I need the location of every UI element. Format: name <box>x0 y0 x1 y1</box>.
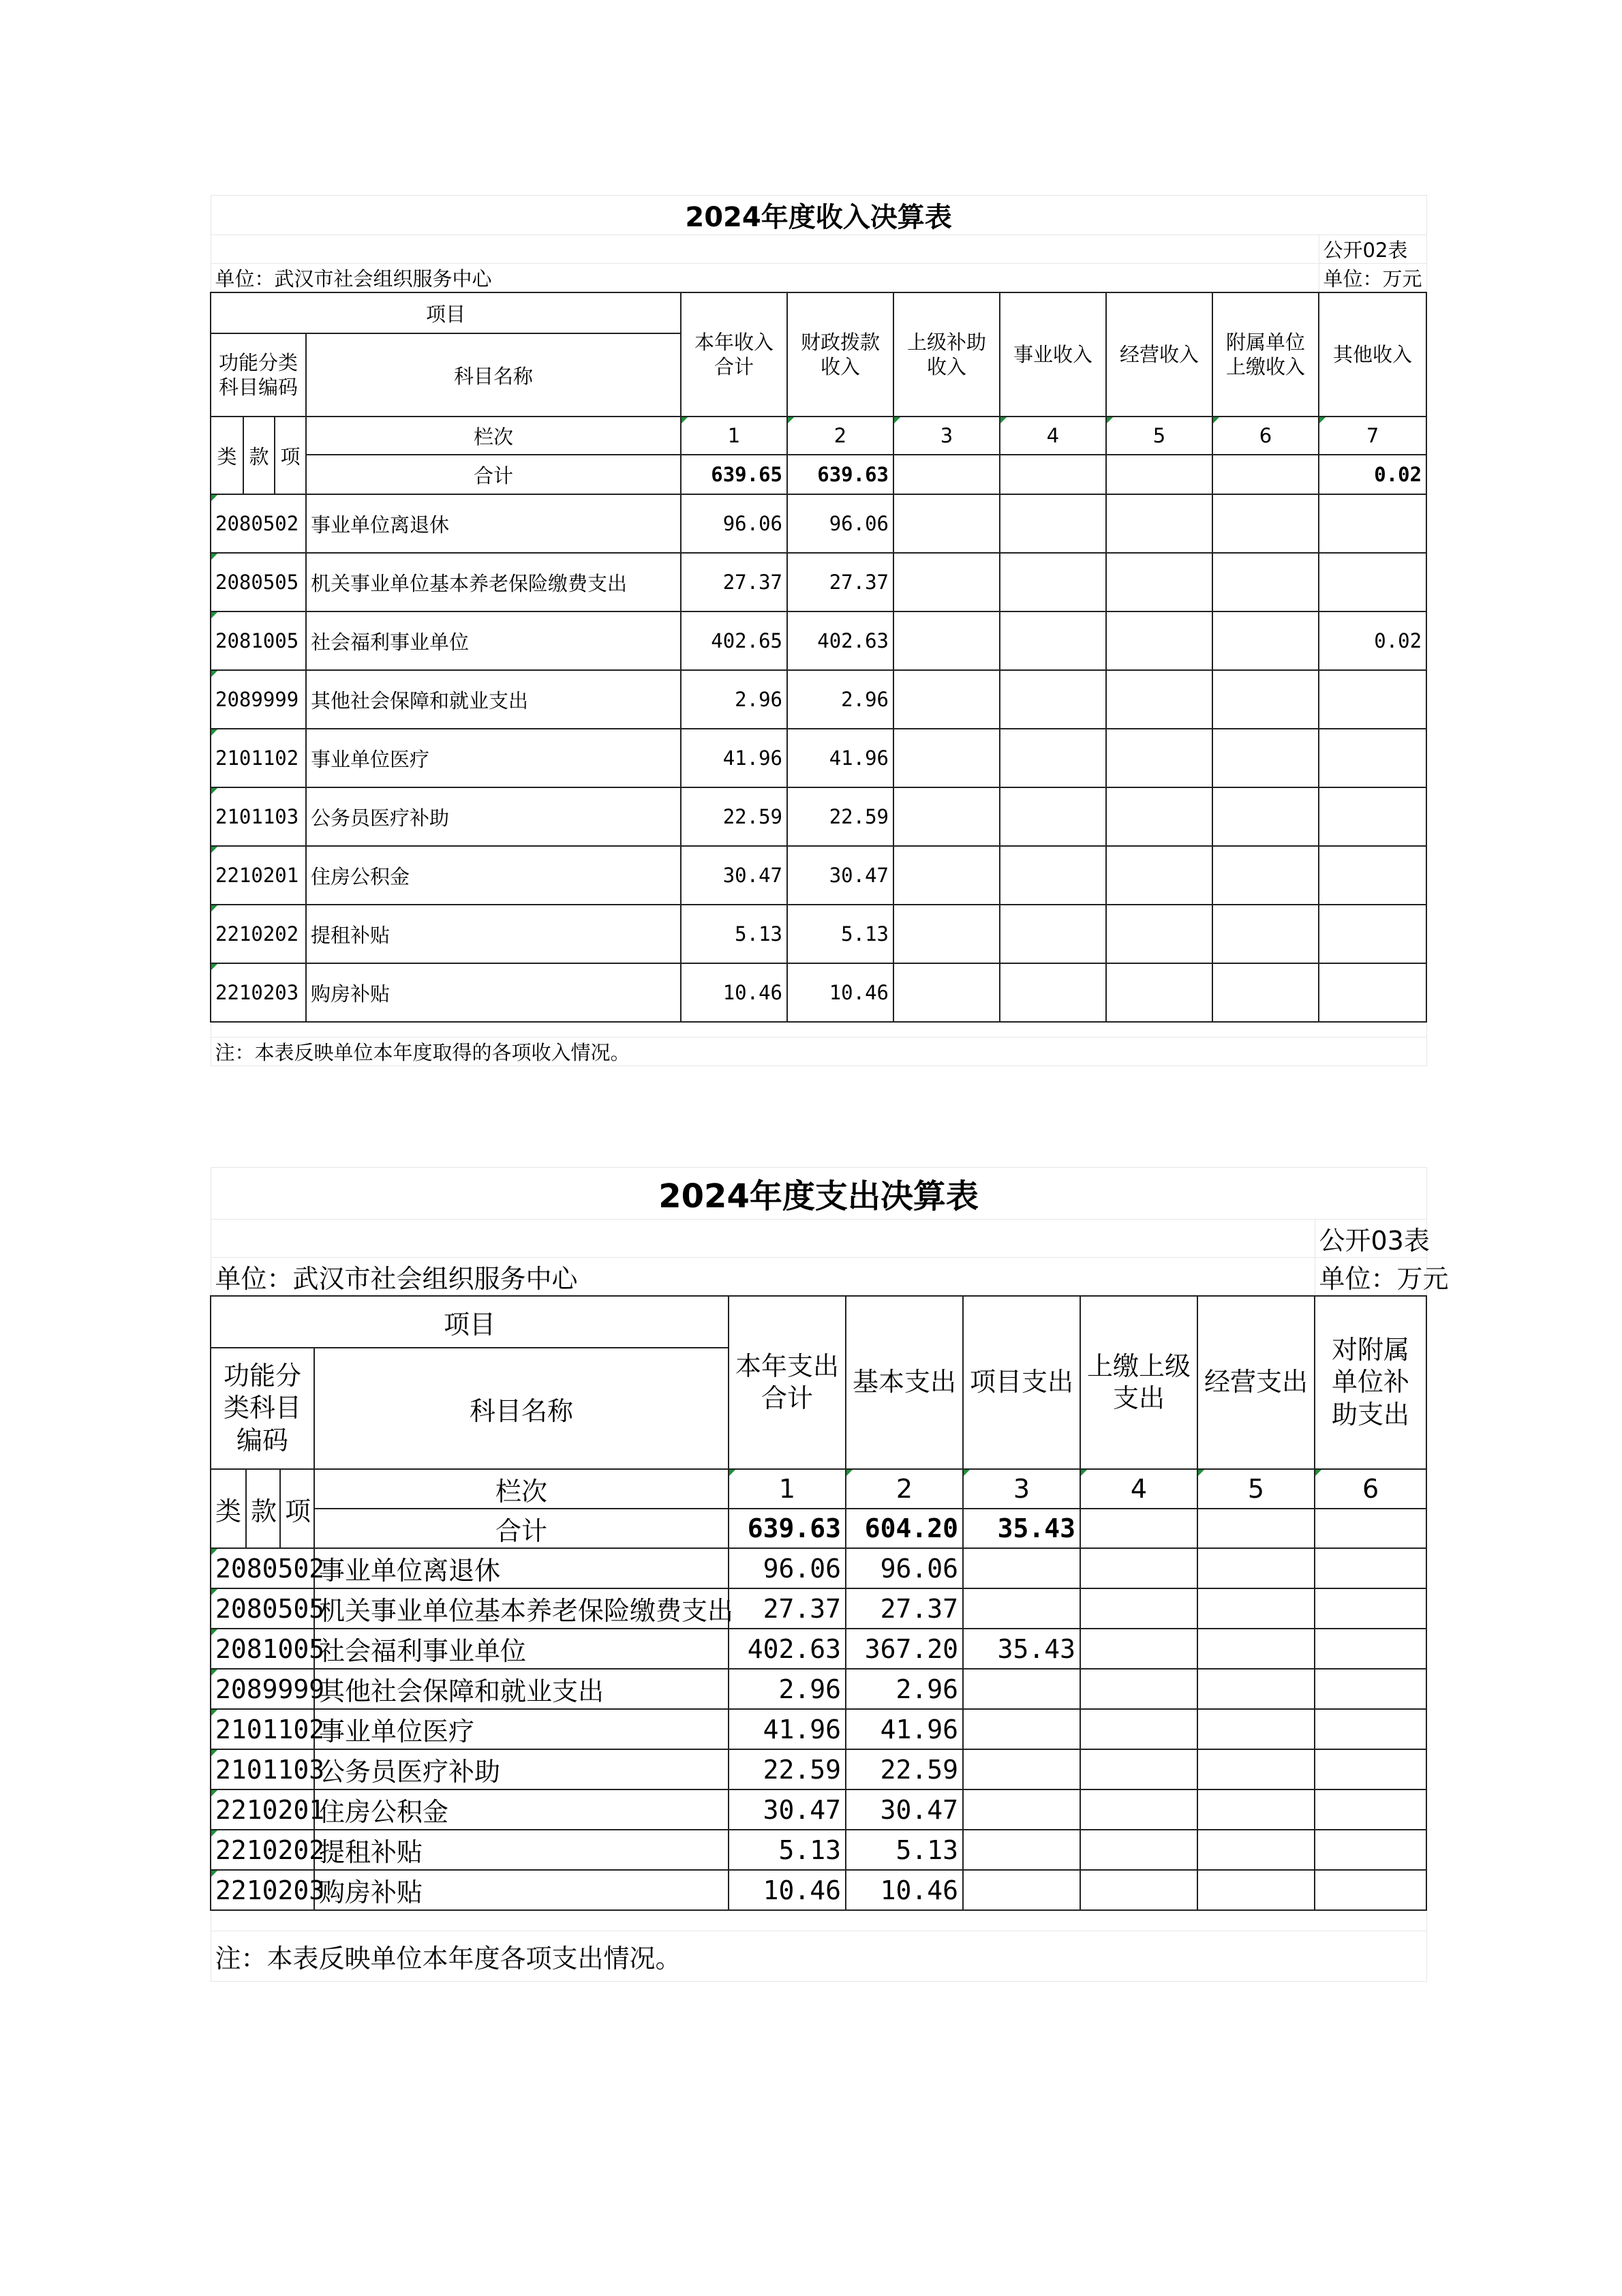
amount-cell <box>1315 1548 1426 1588</box>
subject-name: 住房公积金 <box>314 1789 729 1830</box>
amount-cell <box>1106 494 1212 553</box>
income-currency-unit: 单位：万元 <box>1319 264 1426 293</box>
amount-cell <box>1000 729 1106 787</box>
income-table <box>210 195 1427 1066</box>
subject-name: 购房补贴 <box>306 963 681 1022</box>
subject-code: 2210203 <box>211 963 306 1022</box>
amount-cell: 35.43 <box>963 1629 1080 1669</box>
amount-cell <box>1315 1749 1426 1789</box>
expense-col-number-2: 2 <box>846 1469 963 1509</box>
amount-cell <box>1080 1629 1197 1669</box>
table-row <box>211 670 1426 729</box>
amount-cell <box>1106 729 1212 787</box>
amount-cell <box>1315 1789 1426 1830</box>
amount-cell <box>1106 553 1212 611</box>
amount-cell: 27.37 <box>846 1588 963 1629</box>
amount-cell: 5.13 <box>729 1830 846 1870</box>
amount-cell: 22.59 <box>787 787 893 846</box>
income-col-number-4: 4 <box>1000 417 1106 455</box>
expense-col-number-1: 1 <box>729 1469 846 1509</box>
table-row <box>211 494 1426 553</box>
table-row <box>211 1548 1426 1588</box>
table-row <box>211 1629 1426 1669</box>
amount-cell <box>1080 1588 1197 1629</box>
expense-total-1: 639.63 <box>729 1509 846 1548</box>
subject-code: 2080505 <box>211 553 306 611</box>
amount-cell <box>893 846 1000 905</box>
income-rows <box>211 494 1426 1022</box>
amount-cell: 2.96 <box>729 1669 846 1709</box>
amount-cell: 402.63 <box>729 1629 846 1669</box>
amount-cell <box>963 1669 1080 1709</box>
amount-cell <box>893 670 1000 729</box>
amount-cell: 96.06 <box>846 1548 963 1588</box>
subject-name: 社会福利事业单位 <box>306 611 681 670</box>
income-statement-sheet <box>210 195 1426 1066</box>
amount-cell: 10.46 <box>681 963 787 1022</box>
amount-cell <box>1212 553 1319 611</box>
amount-cell <box>1319 553 1426 611</box>
amount-cell <box>1106 787 1212 846</box>
subject-code: 2089999 <box>211 1669 314 1709</box>
income-lanci-label: 栏次 <box>306 417 681 455</box>
income-col-number-6: 6 <box>1212 417 1319 455</box>
subject-name: 机关事业单位基本养老保险缴费支出 <box>306 553 681 611</box>
income-total-3 <box>893 455 1000 494</box>
amount-cell <box>1319 787 1426 846</box>
amount-cell <box>1080 1749 1197 1789</box>
amount-cell <box>1197 1870 1315 1910</box>
expense-col-number-6: 6 <box>1315 1469 1426 1509</box>
subject-name: 其他社会保障和就业支出 <box>306 670 681 729</box>
subject-name: 其他社会保障和就业支出 <box>314 1669 729 1709</box>
amount-cell: 5.13 <box>787 905 893 963</box>
amount-cell <box>1319 846 1426 905</box>
amount-cell <box>1197 1548 1315 1588</box>
expense-header-kuan: 款 <box>246 1469 280 1548</box>
expense-col-number-5: 5 <box>1197 1469 1315 1509</box>
subject-code: 2101103 <box>211 1749 314 1789</box>
table-row <box>211 1749 1426 1789</box>
amount-cell: 41.96 <box>729 1709 846 1749</box>
amount-cell <box>1212 494 1319 553</box>
expense-header-project: 项目 <box>211 1296 729 1348</box>
amount-cell <box>893 963 1000 1022</box>
amount-cell: 367.20 <box>846 1629 963 1669</box>
table-row <box>211 1870 1426 1910</box>
subject-code: 2080502 <box>211 494 306 553</box>
subject-name: 提租补贴 <box>314 1830 729 1870</box>
income-total-5 <box>1106 455 1212 494</box>
income-col-header-4: 事业收入 <box>1000 292 1106 417</box>
subject-name: 事业单位离退休 <box>314 1548 729 1588</box>
income-col-header-1: 本年收入合计 <box>681 292 787 417</box>
expense-col-header-4: 上缴上级支出 <box>1080 1296 1197 1469</box>
amount-cell <box>1000 670 1106 729</box>
expense-note: 注：本表反映单位本年度各项支出情况。 <box>211 1931 1426 1981</box>
income-header-subject: 科目名称 <box>306 333 681 417</box>
subject-name: 机关事业单位基本养老保险缴费支出 <box>314 1588 729 1629</box>
expense-total-label: 合计 <box>314 1509 729 1548</box>
income-total-label: 合计 <box>306 455 681 494</box>
income-col-number-5: 5 <box>1106 417 1212 455</box>
amount-cell: 96.06 <box>681 494 787 553</box>
amount-cell: 30.47 <box>846 1789 963 1830</box>
income-header-project: 项目 <box>211 292 681 333</box>
expense-col-header-6: 对附属单位补助支出 <box>1315 1296 1426 1469</box>
expense-form-number: 公开03表 <box>1315 1220 1426 1258</box>
expense-header-subject: 科目名称 <box>314 1348 729 1469</box>
subject-code: 2080505 <box>211 1588 314 1629</box>
expense-currency-unit: 单位：万元 <box>1315 1258 1426 1297</box>
amount-cell: 30.47 <box>681 846 787 905</box>
amount-cell <box>893 729 1000 787</box>
amount-cell: 402.65 <box>681 611 787 670</box>
income-total-4 <box>1000 455 1106 494</box>
table-row <box>211 905 1426 963</box>
expense-col-number-3: 3 <box>963 1469 1080 1509</box>
subject-code: 2081005 <box>211 611 306 670</box>
amount-cell: 96.06 <box>787 494 893 553</box>
table-row <box>211 553 1426 611</box>
expense-col-header-3: 项目支出 <box>963 1296 1080 1469</box>
subject-code: 2080502 <box>211 1548 314 1588</box>
expense-statement-sheet <box>210 1167 1449 1982</box>
amount-cell <box>963 1548 1080 1588</box>
amount-cell <box>1197 1749 1315 1789</box>
amount-cell: 2.96 <box>846 1669 963 1709</box>
amount-cell: 96.06 <box>729 1548 846 1588</box>
amount-cell: 22.59 <box>681 787 787 846</box>
subject-name: 事业单位医疗 <box>306 729 681 787</box>
income-total-7: 0.02 <box>1319 455 1426 494</box>
table-row <box>211 787 1426 846</box>
subject-code: 2081005 <box>211 1629 314 1669</box>
amount-cell: 10.46 <box>729 1870 846 1910</box>
income-col-header-6: 附属单位上缴收入 <box>1212 292 1319 417</box>
amount-cell <box>893 553 1000 611</box>
amount-cell <box>1212 963 1319 1022</box>
amount-cell <box>1315 1669 1426 1709</box>
amount-cell: 402.63 <box>787 611 893 670</box>
income-col-header-2: 财政拨款收入 <box>787 292 893 417</box>
amount-cell <box>1000 494 1106 553</box>
amount-cell <box>1080 1548 1197 1588</box>
table-row <box>211 963 1426 1022</box>
amount-cell <box>1106 611 1212 670</box>
amount-cell <box>1106 905 1212 963</box>
amount-cell <box>1212 787 1319 846</box>
amount-cell: 10.46 <box>787 963 893 1022</box>
expense-total-3: 35.43 <box>963 1509 1080 1548</box>
income-header-xiang: 项 <box>275 417 306 494</box>
expense-total-6 <box>1315 1509 1426 1548</box>
amount-cell <box>963 1870 1080 1910</box>
amount-cell <box>1212 905 1319 963</box>
subject-name: 住房公积金 <box>306 846 681 905</box>
amount-cell <box>1212 846 1319 905</box>
amount-cell <box>1080 1709 1197 1749</box>
amount-cell <box>1315 1709 1426 1749</box>
amount-cell: 27.37 <box>729 1588 846 1629</box>
amount-cell: 5.13 <box>681 905 787 963</box>
expense-total-5 <box>1197 1509 1315 1548</box>
amount-cell <box>1197 1669 1315 1709</box>
amount-cell <box>1315 1588 1426 1629</box>
income-col-number-2: 2 <box>787 417 893 455</box>
income-col-number-3: 3 <box>893 417 1000 455</box>
amount-cell <box>1080 1669 1197 1709</box>
subject-code: 2210201 <box>211 846 306 905</box>
amount-cell <box>1080 1870 1197 1910</box>
amount-cell <box>963 1749 1080 1789</box>
subject-code: 2101103 <box>211 787 306 846</box>
subject-name: 公务员医疗补助 <box>314 1749 729 1789</box>
amount-cell <box>893 787 1000 846</box>
table-row <box>211 1669 1426 1709</box>
amount-cell <box>963 1830 1080 1870</box>
table-row <box>211 1588 1426 1629</box>
table-row <box>211 1709 1426 1749</box>
subject-name: 公务员医疗补助 <box>306 787 681 846</box>
amount-cell: 22.59 <box>729 1749 846 1789</box>
amount-cell <box>1315 1629 1426 1669</box>
amount-cell <box>1319 905 1426 963</box>
amount-cell <box>1000 611 1106 670</box>
amount-cell <box>893 494 1000 553</box>
income-col-header-5: 经营收入 <box>1106 292 1212 417</box>
income-col-number-7: 7 <box>1319 417 1426 455</box>
expense-rows <box>211 1548 1426 1910</box>
amount-cell <box>1197 1588 1315 1629</box>
subject-name: 社会福利事业单位 <box>314 1629 729 1669</box>
subject-name: 事业单位医疗 <box>314 1709 729 1749</box>
expense-lanci-label: 栏次 <box>314 1469 729 1509</box>
subject-code: 2089999 <box>211 670 306 729</box>
expense-total-2: 604.20 <box>846 1509 963 1548</box>
amount-cell: 10.46 <box>846 1870 963 1910</box>
income-col-number-1: 1 <box>681 417 787 455</box>
amount-cell <box>1000 846 1106 905</box>
income-total-2: 639.63 <box>787 455 893 494</box>
table-row <box>211 1830 1426 1870</box>
amount-cell <box>1319 729 1426 787</box>
income-col-header-3: 上级补助收入 <box>893 292 1000 417</box>
amount-cell <box>893 611 1000 670</box>
expense-col-header-1: 本年支出合计 <box>729 1296 846 1469</box>
subject-name: 事业单位离退休 <box>306 494 681 553</box>
subject-name: 购房补贴 <box>314 1870 729 1910</box>
amount-cell <box>1212 729 1319 787</box>
amount-cell: 30.47 <box>729 1789 846 1830</box>
income-total-1: 639.65 <box>681 455 787 494</box>
amount-cell <box>1000 905 1106 963</box>
amount-cell <box>963 1588 1080 1629</box>
amount-cell: 22.59 <box>846 1749 963 1789</box>
subject-code: 2210202 <box>211 905 306 963</box>
table-row <box>211 846 1426 905</box>
expense-header-xiang: 项 <box>280 1469 314 1548</box>
amount-cell <box>1319 670 1426 729</box>
subject-code: 2210201 <box>211 1789 314 1830</box>
expense-unit-label: 单位：武汉市社会组织服务中心 <box>211 1258 1315 1297</box>
amount-cell <box>1319 963 1426 1022</box>
amount-cell <box>1319 494 1426 553</box>
amount-cell <box>1106 846 1212 905</box>
amount-cell <box>1000 963 1106 1022</box>
table-row <box>211 729 1426 787</box>
amount-cell <box>1197 1629 1315 1669</box>
amount-cell <box>893 905 1000 963</box>
income-col-header-7: 其他收入 <box>1319 292 1426 417</box>
amount-cell: 0.02 <box>1319 611 1426 670</box>
amount-cell: 5.13 <box>846 1830 963 1870</box>
expense-header-lei: 类 <box>211 1469 246 1548</box>
amount-cell <box>1197 1789 1315 1830</box>
amount-cell <box>963 1789 1080 1830</box>
amount-cell <box>1197 1709 1315 1749</box>
amount-cell: 41.96 <box>787 729 893 787</box>
amount-cell: 41.96 <box>846 1709 963 1749</box>
amount-cell: 2.96 <box>681 670 787 729</box>
income-note: 注：本表反映单位本年度取得的各项收入情况。 <box>211 1037 1426 1066</box>
amount-cell: 27.37 <box>681 553 787 611</box>
amount-cell <box>963 1709 1080 1749</box>
amount-cell <box>1080 1830 1197 1870</box>
amount-cell: 27.37 <box>787 553 893 611</box>
income-title: 2024年度收入决算表 <box>211 196 1426 235</box>
subject-code: 2101102 <box>211 729 306 787</box>
amount-cell <box>1212 670 1319 729</box>
table-row <box>211 611 1426 670</box>
expense-header-func-code: 功能分类科目编码 <box>211 1348 314 1469</box>
amount-cell <box>1000 787 1106 846</box>
amount-cell: 2.96 <box>787 670 893 729</box>
subject-code: 2101102 <box>211 1709 314 1749</box>
amount-cell <box>1106 670 1212 729</box>
expense-col-header-2: 基本支出 <box>846 1296 963 1469</box>
amount-cell <box>1106 963 1212 1022</box>
income-total-6 <box>1212 455 1319 494</box>
amount-cell: 41.96 <box>681 729 787 787</box>
expense-total-4 <box>1080 1509 1197 1548</box>
amount-cell <box>1080 1789 1197 1830</box>
expense-col-number-4: 4 <box>1080 1469 1197 1509</box>
income-unit-label: 单位：武汉市社会组织服务中心 <box>211 264 1319 293</box>
income-form-number: 公开02表 <box>1319 235 1426 264</box>
subject-code: 2210203 <box>211 1870 314 1910</box>
income-header-lei: 类 <box>211 417 243 494</box>
expense-col-header-5: 经营支出 <box>1197 1296 1315 1469</box>
income-header-func-code: 功能分类科目编码 <box>211 333 306 417</box>
expense-title: 2024年度支出决算表 <box>211 1168 1426 1220</box>
amount-cell <box>1000 553 1106 611</box>
amount-cell <box>1315 1870 1426 1910</box>
amount-cell: 30.47 <box>787 846 893 905</box>
subject-name: 提租补贴 <box>306 905 681 963</box>
amount-cell <box>1212 611 1319 670</box>
expense-table <box>210 1167 1449 1982</box>
amount-cell <box>1197 1830 1315 1870</box>
subject-code: 2210202 <box>211 1830 314 1870</box>
table-row <box>211 1789 1426 1830</box>
income-header-kuan: 款 <box>243 417 275 494</box>
amount-cell <box>1315 1830 1426 1870</box>
